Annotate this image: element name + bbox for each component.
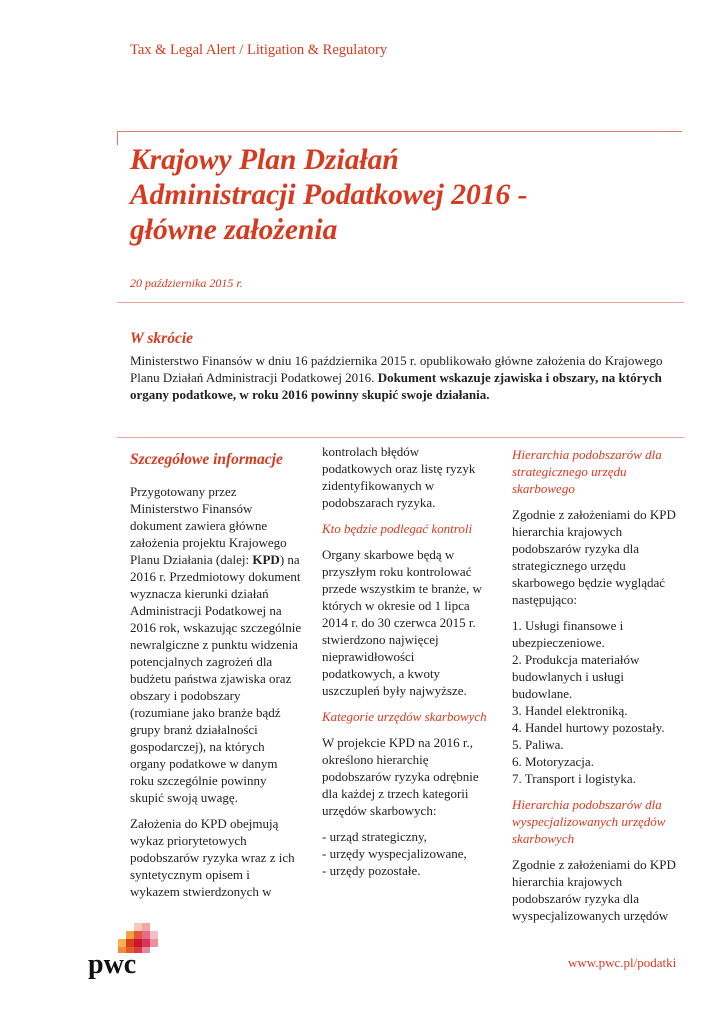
column-1	[130, 450, 302, 909]
summary-paragraph	[130, 352, 675, 403]
details-p1-end: ) na 2016 r. Przedmiotowy dokument wyznacza kierunki działań Administracji Podatkowej na 2016 rok, wskazując szczególnie newralgiczne z punktu widzenia potencjalnych zagrożeń dla budżetu państwa zjawiska oraz obszary i podobszary (rozumiane jako branże bądź grupy branż działalności gospodarczej), na których organy podatkowe w danym roku szczególnie powinny skupić swoją uwagę.	[130, 552, 302, 805]
list-item: - urzędy pozostałe.	[322, 863, 421, 878]
list-item: 4. Handel hurtowy pozostały.	[512, 720, 665, 735]
column-2	[322, 443, 487, 888]
details-p1-start: Przygotowany przez Ministerstwo Finansów dokument zawiera główne założenia projektu Krajowego Planu Działania (dalej:	[130, 484, 287, 567]
list-item: 5. Paliwa.	[512, 737, 564, 752]
pwc-logo	[88, 917, 160, 979]
list-item: 7. Transport i logistyka.	[512, 771, 636, 786]
office-category-list	[322, 828, 487, 879]
summary-text: Ministerstwo Finansów w dniu 16 października 2015 r. opublikowało główne założenia do Krajowego Planu Działań Administracji Podatkowej 2016.	[130, 353, 663, 385]
col2-paragraph-3: W projekcie KPD na 2016 r., określono hierarchię podobszarów ryzyka odrębnie dla każdej z trzech kategorii urzędów skarbowych:	[322, 735, 479, 818]
title-line-1: Krajowy Plan Działań	[130, 144, 399, 176]
col2-paragraph-2: Organy skarbowe będą w przyszłym roku kontrolować przede wszystkim te branże, w których w okresie od 1 lipca 2014 r. do 30 czerwca 2015 r. stwierdzono najwięcej nieprawidłowości podatkowych, a kwoty uszczupleń były najwyższe.	[322, 547, 482, 698]
document-title	[130, 143, 670, 248]
col3-paragraph-1: Zgodnie z założeniami do KPD hierarchia krajowych podobszarów ryzyka dla strategicznego urzędu skarbowego będzie wyglądać następująco:	[512, 507, 676, 607]
list-item: 3. Handel elektroniką.	[512, 703, 628, 718]
details-paragraph-1	[130, 483, 302, 806]
summary-highlight: Dokument wskazuje zjawiska i obszary, na których organy podatkowe, w roku 2016 powinny skupić swoje działania.	[130, 370, 662, 402]
subheading-office-categories: Kategorie urzędów skarbowych	[322, 709, 487, 724]
title-line-3: główne założenia	[130, 214, 338, 246]
list-item: - urzędy wyspecjalizowane,	[322, 846, 467, 861]
col3-paragraph-2: Zgodnie z założeniami do KPD hierarchia krajowych podobszarów ryzyka dla wyspecjalizowanych urzędów	[512, 857, 676, 923]
column-3	[512, 446, 684, 933]
subheading-specialized-offices: Hierarchia podobszarów dla wyspecjalizowanych urzędów skarbowych	[512, 797, 666, 846]
footer-website-link[interactable]: www.pwc.pl/podatki	[568, 955, 677, 970]
col2-paragraph-1: kontrolach błędów podatkowych oraz listę ryzyk zidentyfikowanych w podobszarach ryzyka.	[322, 444, 476, 510]
publication-date: 20 października 2015 r.	[130, 276, 243, 290]
title-rule-vertical	[117, 131, 118, 145]
subheading-strategic-office: Hierarchia podobszarów dla strategicznego urzędu skarbowego	[512, 447, 662, 496]
list-item: - urząd strategiczny,	[322, 829, 427, 844]
logo-wordmark: pwc	[88, 949, 137, 979]
divider-middle	[117, 437, 684, 438]
kpd-abbreviation: KPD	[252, 552, 280, 567]
summary-heading: W skrócie	[130, 330, 194, 347]
list-item: 2. Produkcja materiałów budowlanych i usługi budowlane.	[512, 652, 640, 701]
title-line-2: Administracji Podatkowej 2016 -	[130, 179, 528, 211]
subheading-who-inspected: Kto będzie podlegać kontroli	[322, 521, 473, 536]
details-paragraph-2: Założenia do KPD obejmują wykaz priorytetowych podobszarów ryzyka wraz z ich syntetycznym opisem i wykazem stwierdzonych w	[130, 816, 295, 899]
title-rule	[117, 131, 682, 132]
list-item: 1. Usługi finansowe i ubezpieczeniowe.	[512, 618, 624, 650]
risk-area-list	[512, 617, 684, 787]
divider-top	[117, 302, 684, 303]
document-category: Tax & Legal Alert / Litigation & Regulatory	[130, 42, 388, 58]
list-item: 6. Motoryzacja.	[512, 754, 594, 769]
details-heading: Szczegółowe informacje	[130, 451, 283, 468]
